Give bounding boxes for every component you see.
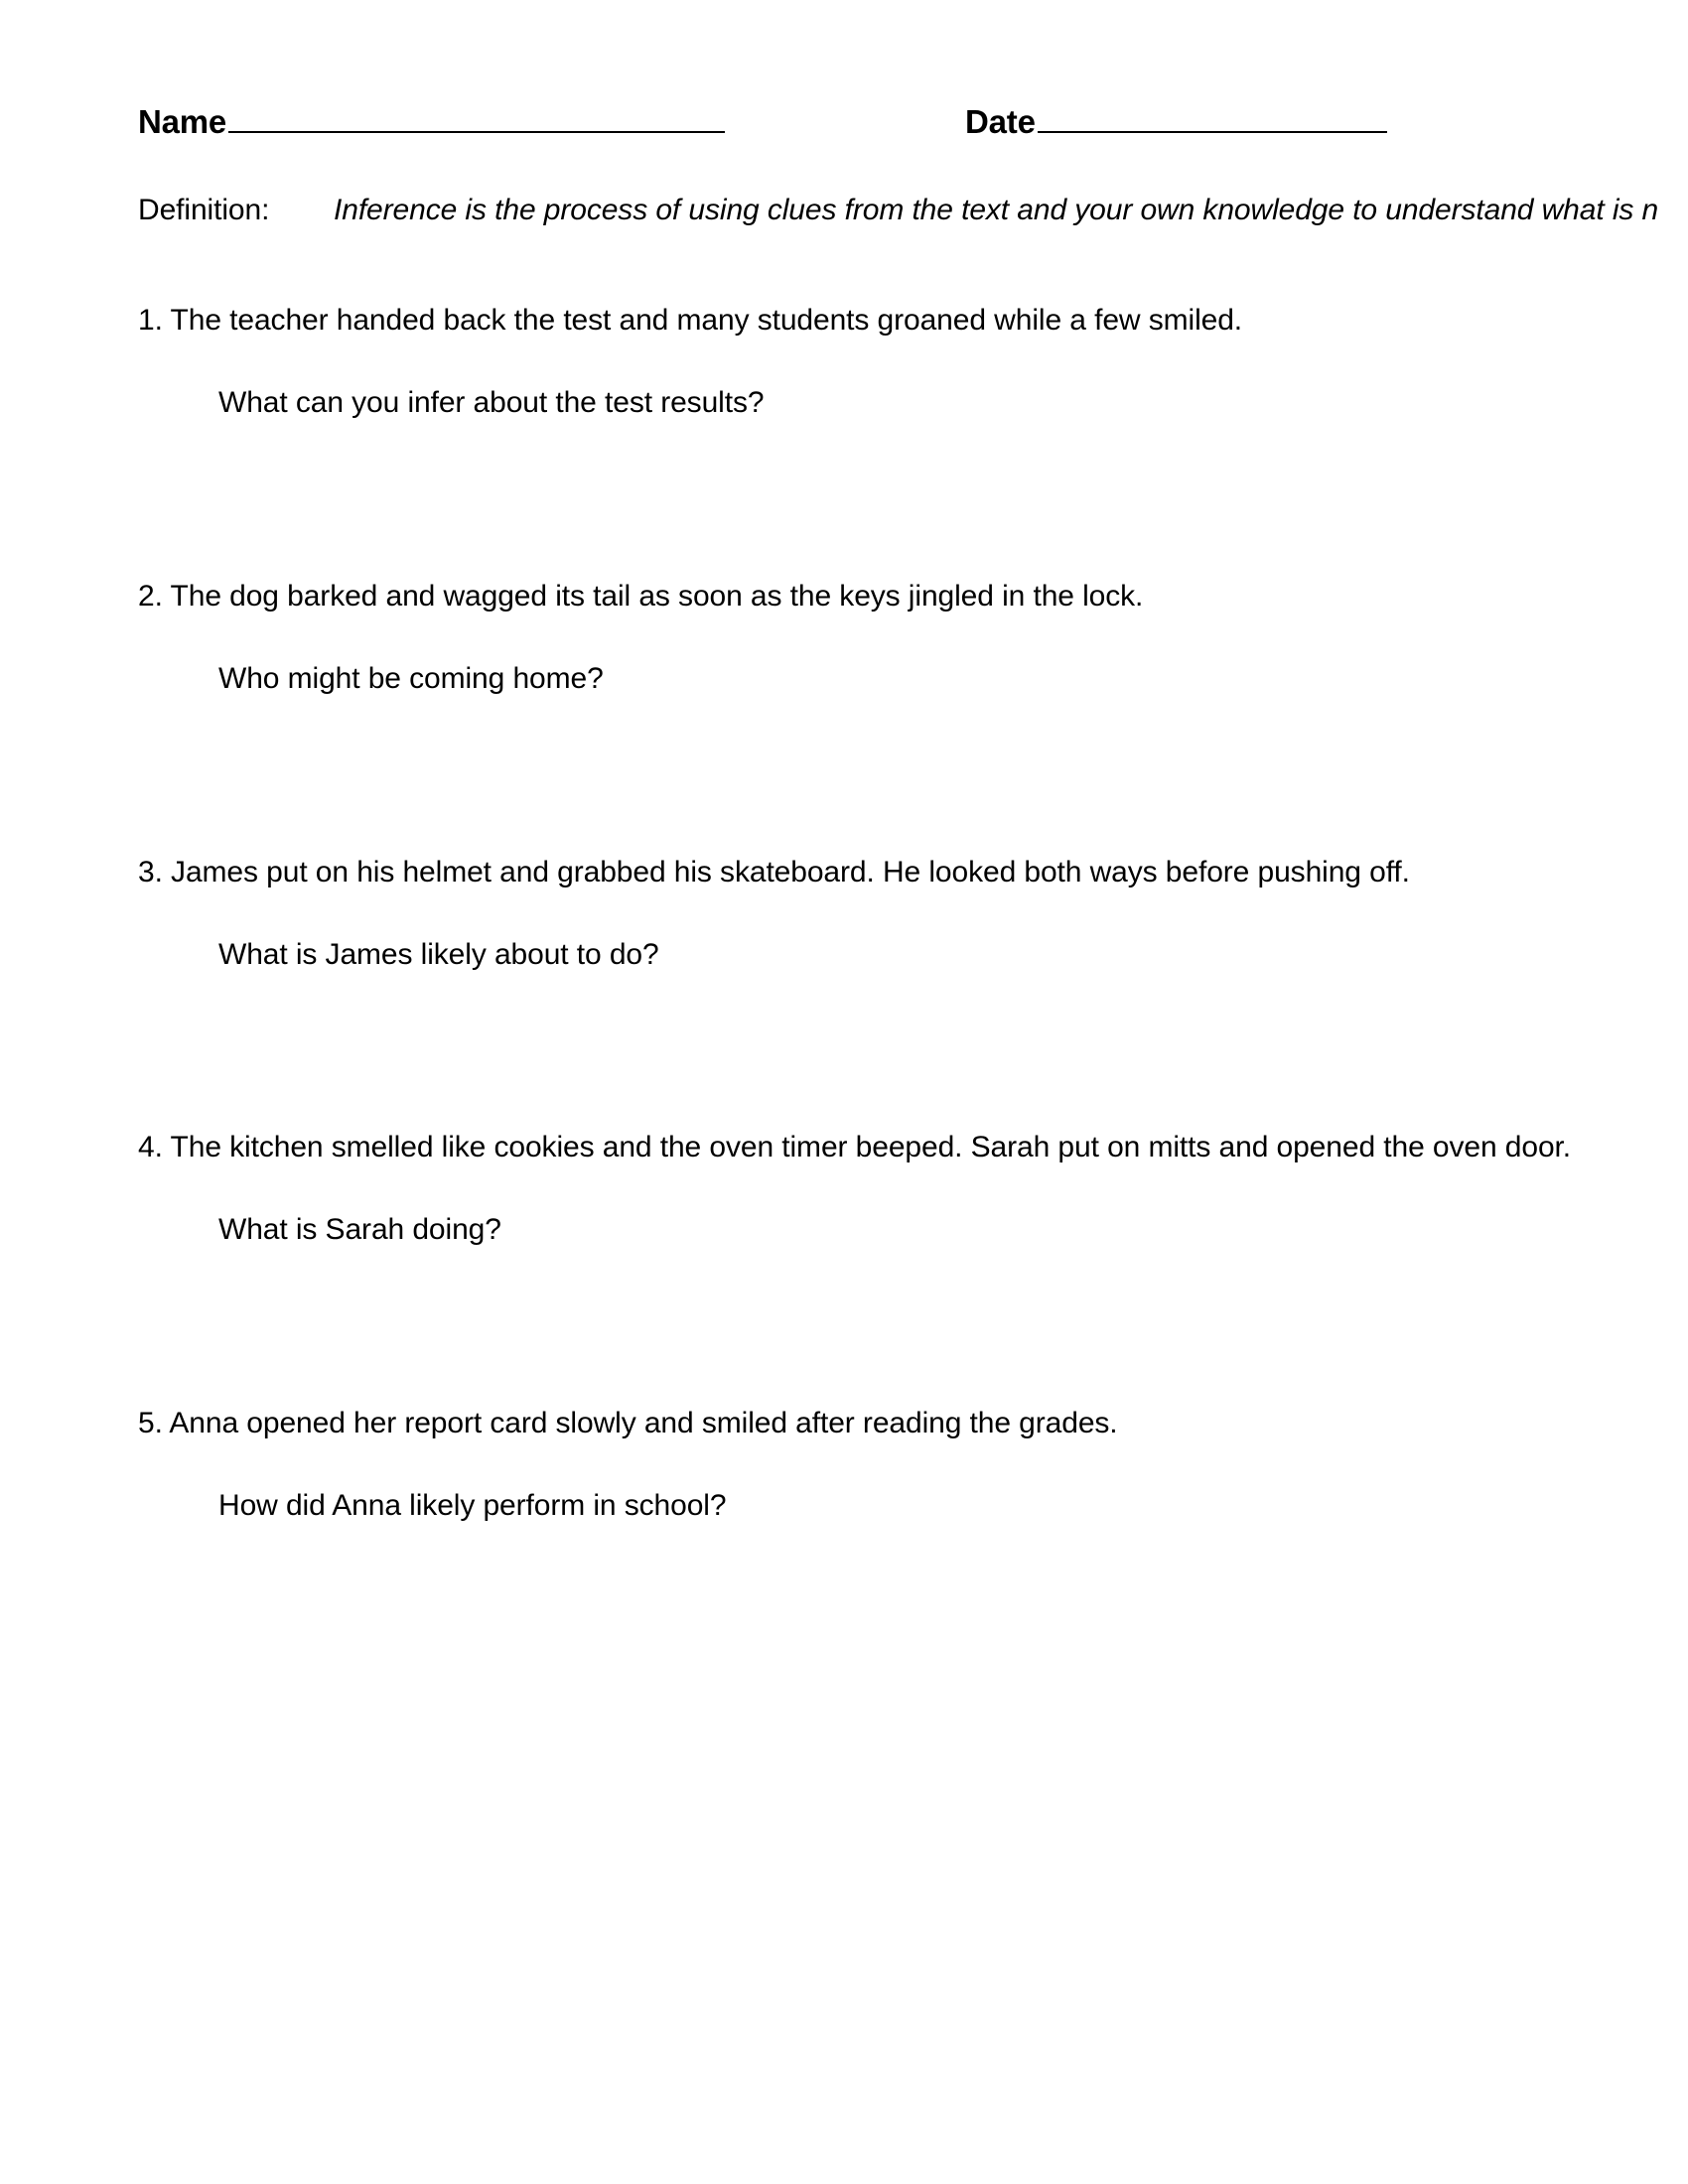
question-2-statement: 2. The dog barked and wagged its tail as soon as the keys jingled in the lock.: [138, 580, 1144, 613]
name-field[interactable]: [138, 105, 725, 138]
definition-text: Inference is the process of using clues from the text and your own knowledge to understand what is n: [334, 194, 1659, 226]
question-5-statement: 5. Anna opened her report card slowly and smiled after reading the grades.: [138, 1407, 1118, 1439]
question-3-prompt: What is James likely about to do?: [218, 938, 659, 971]
question-5-prompt: How did Anna likely perform in school?: [218, 1489, 727, 1522]
definition-label: Definition:: [138, 194, 270, 226]
question-2-prompt: Who might be coming home?: [218, 662, 604, 695]
question-4-statement: 4. The kitchen smelled like cookies and the oven timer beeped. Sarah put on mitts and opened the oven door.: [138, 1131, 1572, 1163]
date-blank-line[interactable]: [1038, 131, 1387, 133]
question-3-statement: 3. James put on his helmet and grabbed his skateboard. He looked both ways before pushing off.: [138, 856, 1410, 888]
question-1-prompt: What can you infer about the test results?: [218, 386, 765, 419]
name-label: Name: [138, 103, 227, 140]
question-4-prompt: What is Sarah doing?: [218, 1213, 501, 1246]
question-1-statement: 1. The teacher handed back the test and many students groaned while a few smiled.: [138, 304, 1243, 337]
name-blank-line[interactable]: [228, 131, 725, 133]
date-field[interactable]: [965, 105, 1387, 138]
date-label: Date: [965, 103, 1036, 140]
